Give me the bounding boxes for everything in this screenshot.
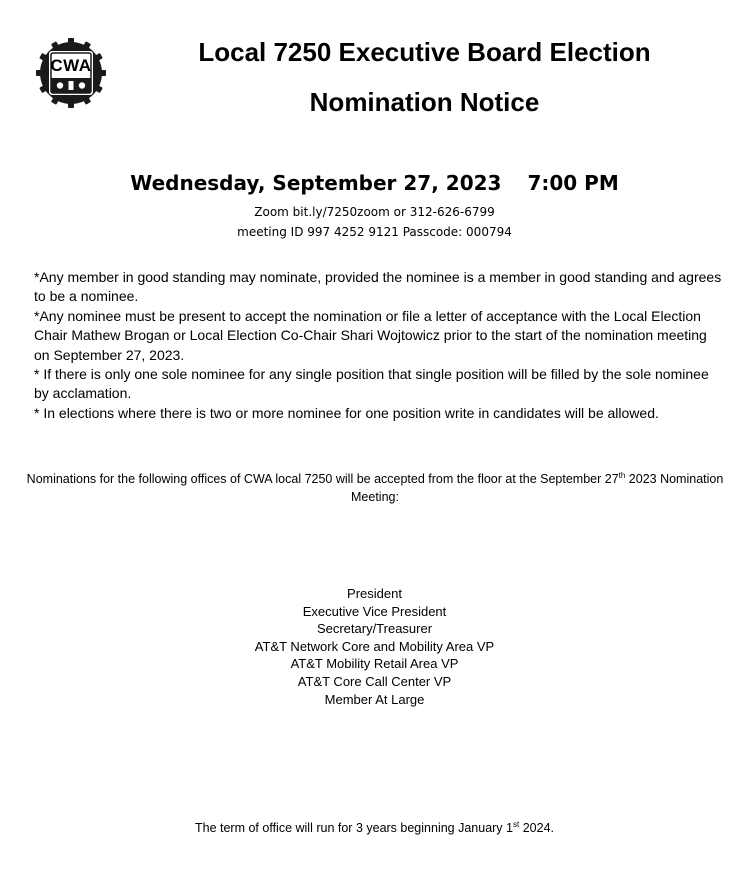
term-text: The term of office will run for 3 years beginning January 1 (195, 821, 513, 835)
offices-intro-text: Nominations for the following offices of CWA local 7250 will be accepted from the floor at the September 27 (26, 472, 619, 486)
term-text-end: 2024. (519, 821, 554, 835)
office-item: Executive Vice President (302, 603, 447, 619)
office-item: AT&T Network Core and Mobility Area VP (254, 638, 495, 654)
offices-intro (20, 470, 730, 506)
page-title: Local 7250 Executive Board Election (198, 37, 651, 67)
page-subtitle: Nomination Notice (309, 87, 540, 117)
term-of-office (0, 819, 749, 837)
ordinal-suffix: th (618, 470, 626, 480)
office-item: Secretary/Treasurer (316, 621, 433, 637)
cwa-logo (36, 38, 106, 108)
meeting-date: Wednesday, September 27, 2023 (130, 171, 502, 195)
zoom-info: Zoom bit.ly/7250zoom or 312-626-6799 (254, 205, 495, 219)
office-item: AT&T Core Call Center VP (297, 673, 452, 689)
meeting-time: 7:00 PM (527, 171, 619, 195)
rule-item: *Any member in good standing may nominate, provided the nominee is a member in good standing and agrees to be a nominee. (34, 269, 722, 305)
offices-intro-text-end: 2023 Nomination Meeting: (351, 472, 724, 504)
rule-item: * If there is only one sole nominee for any single position that single position will be filled by the sole nominee by acclamation. (34, 366, 709, 402)
meeting-id-info: meeting ID 997 4252 9121 Passcode: 000794 (237, 225, 512, 239)
rule-item: * In elections where there is two or more nominee for one position write in candidates will be allowed. (34, 404, 659, 421)
office-item: AT&T Mobility Retail Area VP (290, 656, 459, 672)
office-item: Member At Large (324, 691, 425, 707)
office-item: President (347, 586, 402, 601)
logo-text: CWA (50, 56, 92, 75)
office-list (0, 585, 749, 708)
ordinal-suffix: st (513, 819, 520, 829)
rule-item: *Any nominee must be present to accept the nomination or file a letter of acceptance with the Local Election Chair Mathew Brogan or Local Election Co-Chair Shari Wojtowicz prior to the start of the nomination meeting on September 27, 2023. (34, 307, 707, 363)
nomination-rules (34, 268, 724, 423)
meeting-datetime (0, 168, 749, 198)
title-block (120, 34, 729, 120)
